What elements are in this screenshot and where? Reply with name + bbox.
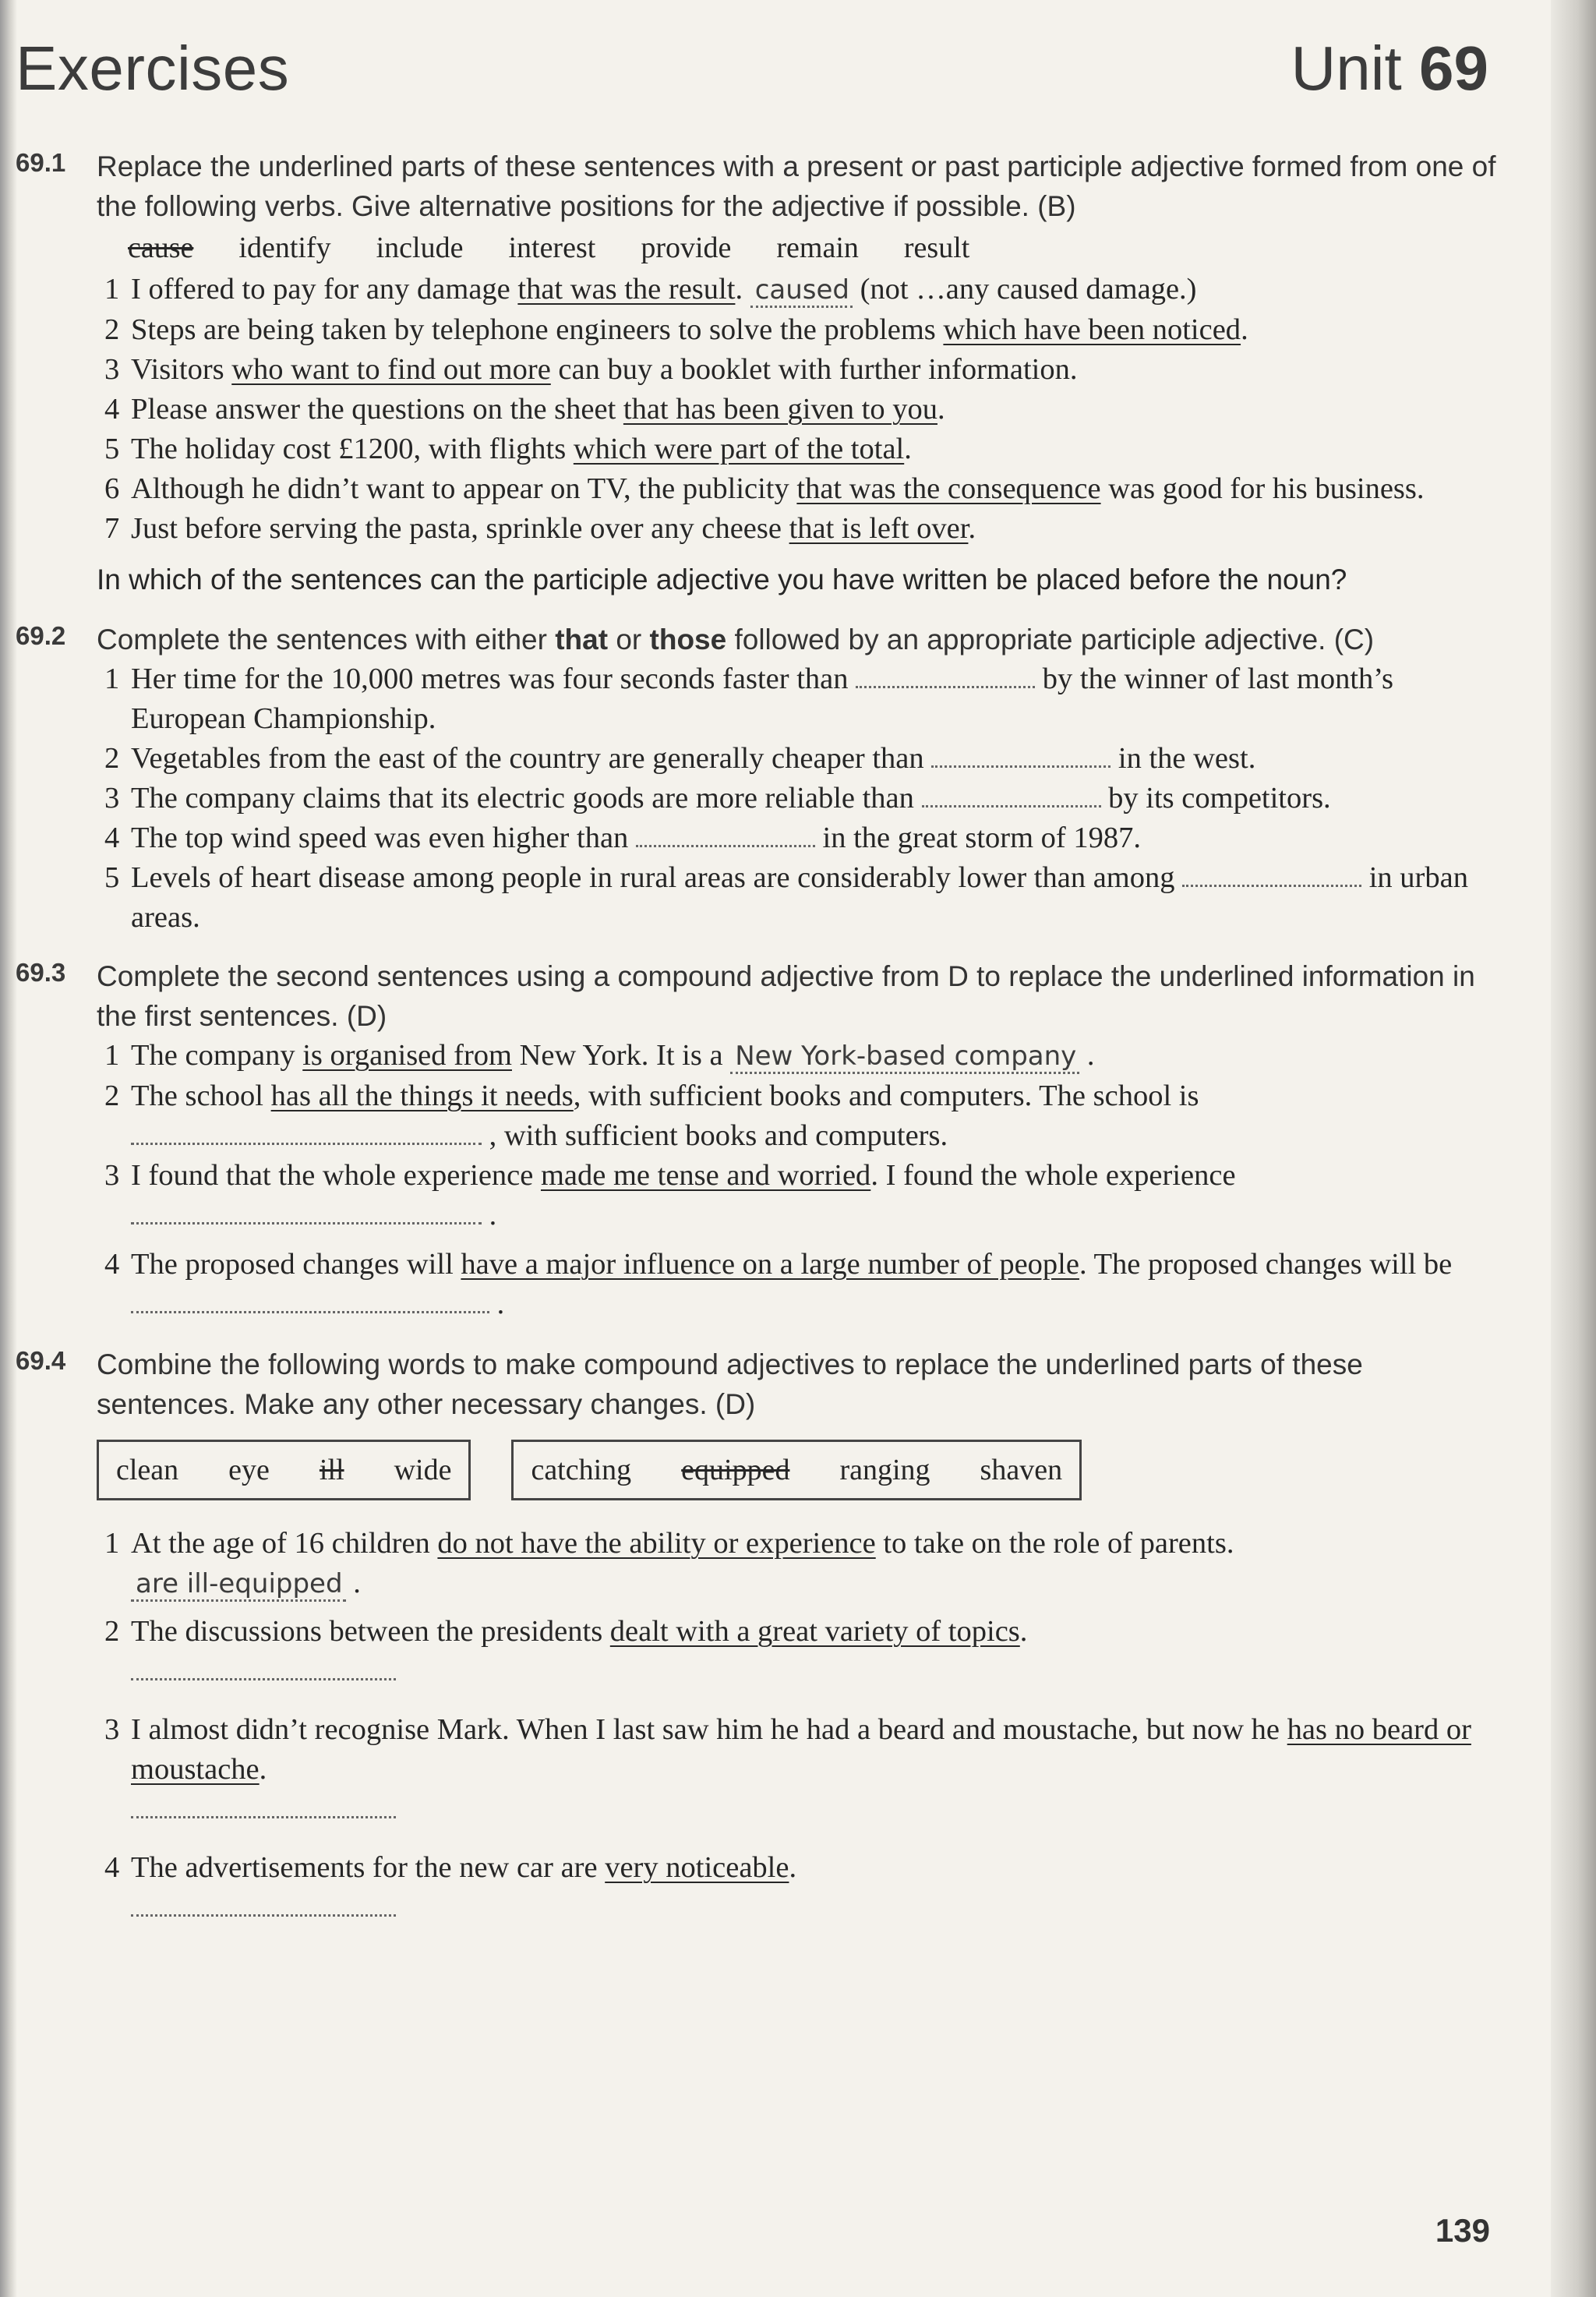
exercise-number: 69.4 bbox=[16, 1346, 66, 1375]
question-item: 2 Steps are being taken by telephone engineers to solve the problems which have been noticed. bbox=[104, 313, 1248, 346]
page-binding-shadow bbox=[0, 0, 17, 2297]
answer-blank[interactable] bbox=[131, 1119, 482, 1145]
word-box-second bbox=[511, 1440, 1082, 1500]
underlined-phrase: who want to find out more bbox=[231, 353, 551, 386]
word-box-first bbox=[97, 1440, 471, 1500]
underlined-phrase: is organised from bbox=[302, 1039, 512, 1072]
unit-label bbox=[1291, 33, 1488, 104]
word-item: clean bbox=[116, 1454, 179, 1486]
exercise-number: 69.2 bbox=[16, 621, 66, 650]
question-item: 2 The discussions between the presidents dealt with a great variety of topics. bbox=[97, 1612, 1496, 1691]
word-item: shaven bbox=[980, 1454, 1063, 1486]
word-item: equipped bbox=[681, 1454, 790, 1486]
page-edge-shadow bbox=[1551, 0, 1596, 2297]
underlined-phrase: dealt with a great variety of topics bbox=[609, 1615, 1020, 1648]
underlined-phrase: which have been noticed bbox=[943, 313, 1241, 346]
exercise-instruction: Replace the underlined parts of these sentences with a present or past participle adjective formed from one of the following verbs. Give alternative positions for the adjective if possible. (B) bbox=[97, 150, 1496, 222]
exercise-number: 69.3 bbox=[16, 958, 66, 987]
question-item: 5 The holiday cost £1200, with flights which were part of the total. bbox=[104, 433, 912, 465]
answer-blank[interactable] bbox=[931, 742, 1110, 768]
question-item: 2 Vegetables from the east of the country are generally cheaper than in the west. bbox=[104, 742, 1256, 775]
answer-blank[interactable] bbox=[636, 822, 815, 847]
answer-blank[interactable] bbox=[1182, 861, 1361, 887]
page-title: Exercises bbox=[16, 34, 290, 103]
question-list bbox=[97, 1524, 1496, 1928]
question-item: 4 The advertisements for the new car are very noticeable. bbox=[97, 1848, 1496, 1928]
exercise-69-4 bbox=[16, 1345, 1496, 1928]
question-item: 4 The top wind speed was even higher than in the great storm of 1987. bbox=[104, 822, 1141, 854]
verb-item: provide bbox=[641, 231, 732, 264]
word-item: ranging bbox=[839, 1454, 930, 1486]
exercise-number: 69.1 bbox=[16, 148, 66, 177]
underlined-phrase: that was the consequence bbox=[796, 472, 1101, 505]
verb-item: identify bbox=[238, 231, 331, 264]
question-item: 4 The proposed changes will have a major influence on a large number of people. The proposed changes will be . bbox=[104, 1248, 1453, 1320]
question-item: 2 The school has all the things it needs, with sufficient books and computers. The school is , with sufficient books and computers. bbox=[104, 1080, 1199, 1152]
page-number: 139 bbox=[1435, 2212, 1490, 2249]
question-item: 1 Her time for the 10,000 metres was four seconds faster than by the winner of last month’s European Championship. bbox=[104, 663, 1393, 735]
underlined-phrase: that was the result bbox=[517, 273, 736, 306]
question-item: 1 The company is organised from New York. It is a New York-based company . bbox=[97, 1036, 1496, 1076]
word-item: ill bbox=[319, 1454, 344, 1486]
answer-blank[interactable] bbox=[131, 1891, 396, 1917]
question-item: 4 Please answer the questions on the sheet that has been given to you. bbox=[104, 393, 945, 426]
underlined-phrase: that is left over bbox=[789, 512, 969, 545]
exercise-instruction: Combine the following words to make compound adjectives to replace the underlined parts of these sentences. Make any other necessary changes. (D) bbox=[97, 1348, 1363, 1420]
answer-blank[interactable] bbox=[131, 1655, 396, 1680]
underlined-phrase: very noticeable bbox=[605, 1851, 789, 1884]
answer-blank[interactable] bbox=[131, 1793, 396, 1818]
word-item: catching bbox=[531, 1454, 632, 1486]
question-list bbox=[97, 659, 1496, 938]
question-list bbox=[97, 1036, 1496, 1324]
follow-up-question: In which of the sentences can the participle adjective you have written be placed before the noun? bbox=[97, 564, 1347, 595]
underlined-phrase: has all the things it needs bbox=[270, 1080, 574, 1112]
exercises-content bbox=[16, 147, 1496, 1943]
question-item: 7 Just before serving the pasta, sprinkle over any cheese that is left over. bbox=[104, 512, 976, 545]
question-item: 6 Although he didn’t want to appear on TV, the publicity that was the consequence was good for his business. bbox=[104, 472, 1425, 505]
underlined-phrase: that has been given to you bbox=[623, 393, 937, 426]
verb-item: result bbox=[903, 231, 970, 264]
underlined-phrase: do not have the ability or experience bbox=[437, 1527, 876, 1560]
underlined-phrase: which were part of the total bbox=[573, 433, 905, 465]
question-list bbox=[97, 270, 1496, 549]
verb-item: include bbox=[376, 231, 464, 264]
verb-item: interest bbox=[508, 231, 596, 264]
answer-blank[interactable] bbox=[922, 782, 1101, 807]
unit-word: Unit bbox=[1291, 34, 1402, 103]
answer-blank[interactable] bbox=[856, 663, 1035, 688]
answer-blank[interactable]: caused bbox=[750, 274, 853, 308]
word-boxes bbox=[97, 1440, 1496, 1500]
verb-item: remain bbox=[776, 231, 859, 264]
word-item: wide bbox=[394, 1454, 452, 1486]
question-item: 3 The company claims that its electric goods are more reliable than by its competitors. bbox=[104, 782, 1331, 815]
exercise-69-2 bbox=[16, 620, 1496, 938]
underlined-phrase: made me tense and worried bbox=[540, 1159, 871, 1192]
exercise-instruction: Complete the second sentences using a compound adjective from D to replace the underlined information in the first sentences. (D) bbox=[97, 960, 1475, 1032]
underlined-phrase: has no beard or moustache bbox=[131, 1713, 1471, 1786]
answer-blank[interactable]: New York-based company bbox=[730, 1041, 1079, 1074]
question-item: 1 At the age of 16 children do not have the ability or experience to take on the role of parents. are ill-equipped . bbox=[97, 1524, 1496, 1604]
exercise-69-3 bbox=[16, 956, 1496, 1324]
verb-item: cause bbox=[128, 231, 194, 264]
question-item: 1 I offered to pay for any damage that was the result. caused (not …any caused damage.) bbox=[97, 270, 1496, 310]
question-item: 3 I almost didn’t recognise Mark. When I last saw him he had a beard and moustache, but now he has no beard or moustache. bbox=[97, 1710, 1496, 1829]
exercise-69-1 bbox=[16, 147, 1496, 599]
question-item: 3 I found that the whole experience made me tense and worried. I found the whole experience . bbox=[104, 1159, 1236, 1232]
answer-blank[interactable]: are ill-equipped bbox=[131, 1568, 346, 1602]
unit-number: 69 bbox=[1419, 34, 1488, 103]
word-item: eye bbox=[228, 1454, 270, 1486]
question-item: 3 Visitors who want to find out more can buy a booklet with further information. bbox=[104, 353, 1078, 386]
exercise-instruction: Complete the sentences with either that or those followed by an appropriate participle adjective. (C) bbox=[97, 624, 1375, 656]
answer-blank[interactable] bbox=[131, 1288, 489, 1313]
verb-list bbox=[128, 226, 1496, 270]
answer-blank[interactable] bbox=[131, 1199, 482, 1224]
question-item: 5 Levels of heart disease among people in rural areas are considerably lower than among in urban areas. bbox=[104, 861, 1468, 934]
underlined-phrase: have a major influence on a large number of people bbox=[461, 1248, 1079, 1281]
